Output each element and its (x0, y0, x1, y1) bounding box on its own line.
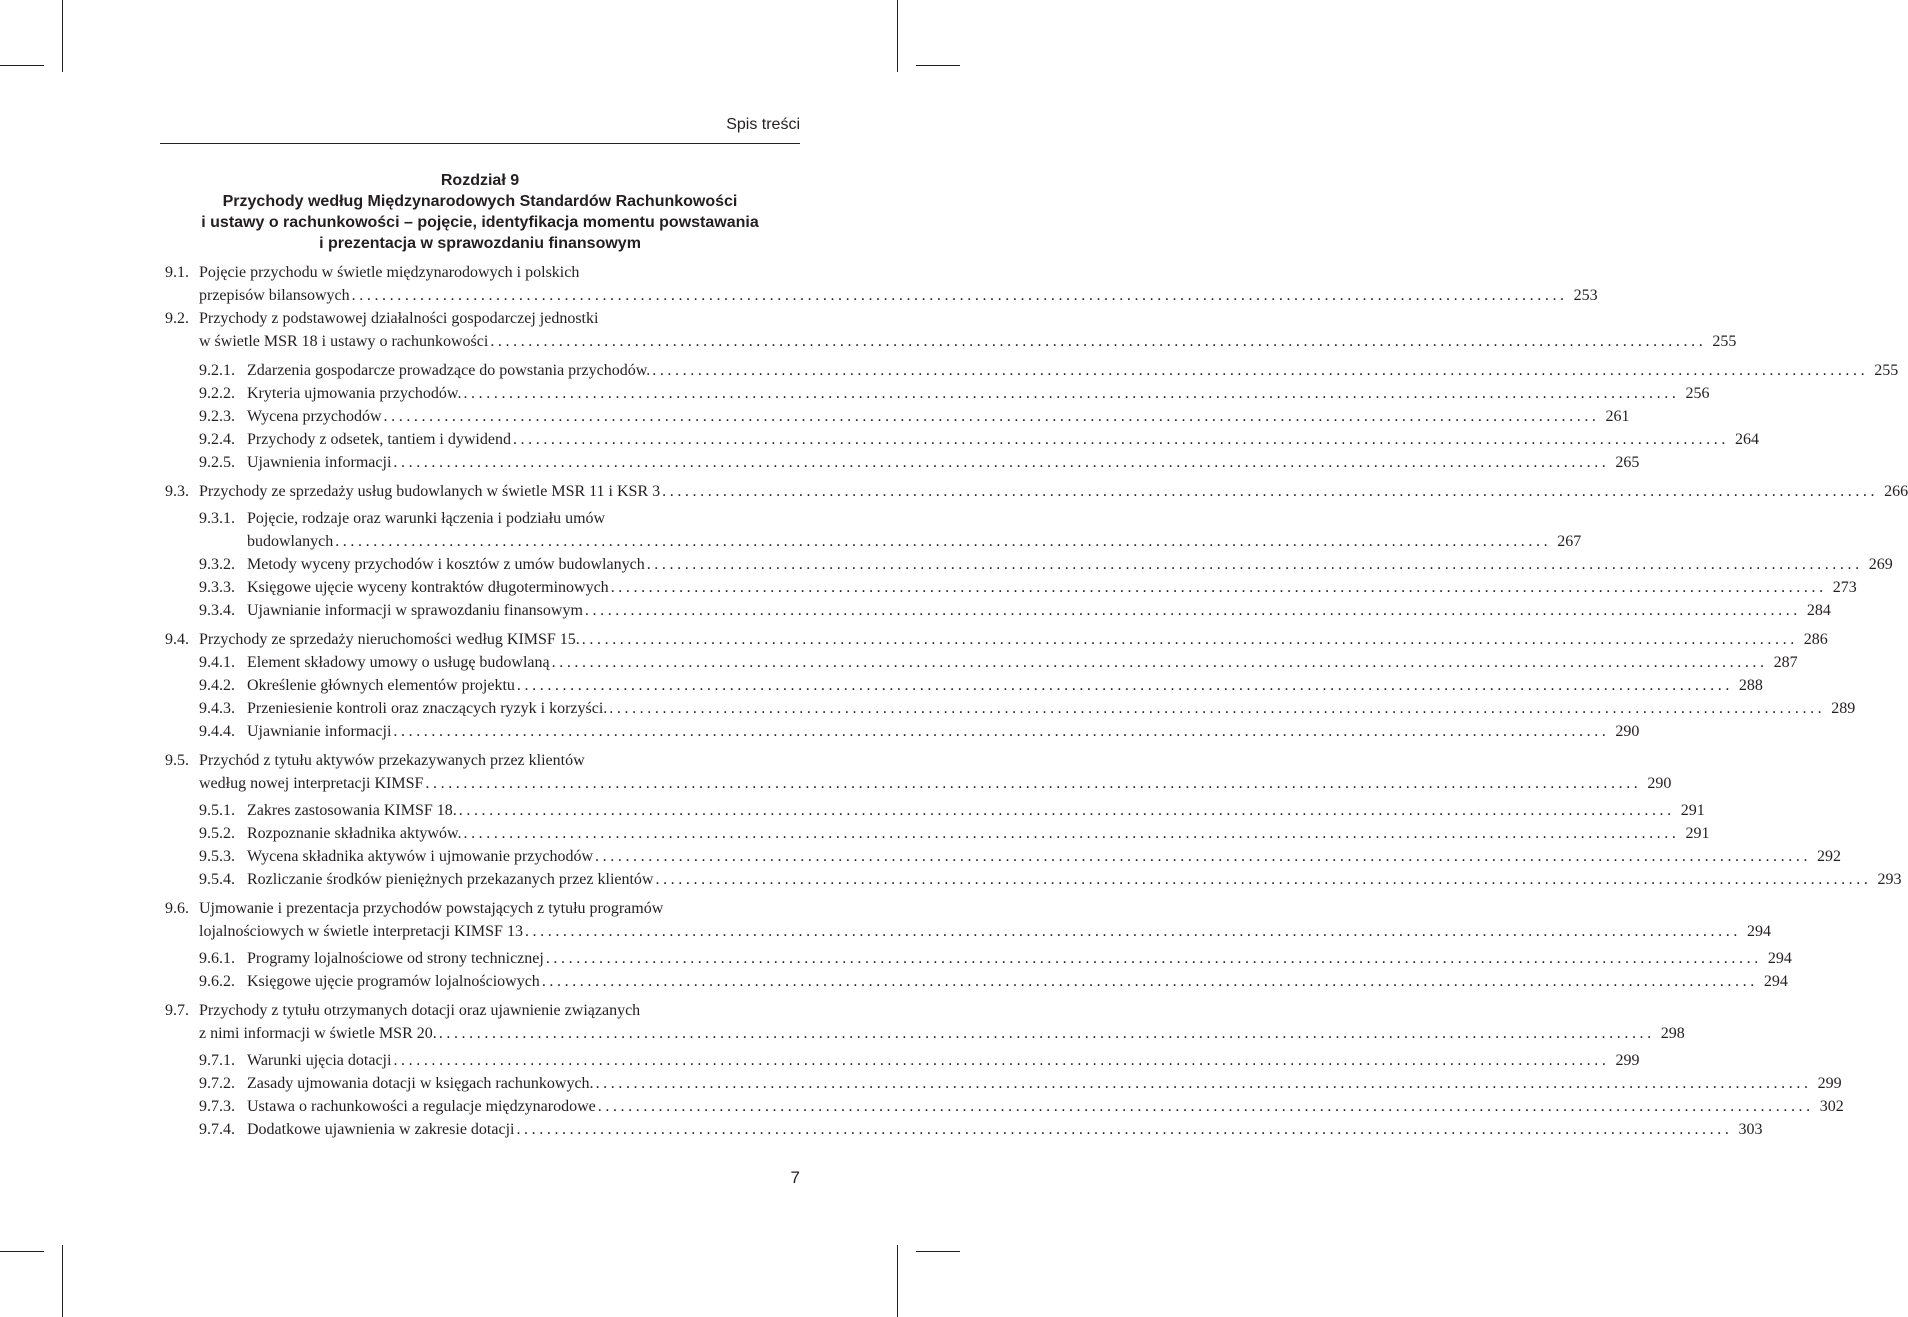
dot-leader: ................................................................................................................................................................ (383, 408, 1600, 425)
toc-page-number: 288 (1738, 677, 1763, 694)
toc-page-number: 291 (1680, 802, 1705, 819)
toc-entry-title: Warunki ujęcia dotacji (247, 1052, 392, 1069)
crop-mark (0, 1251, 44, 1252)
toc-entry (165, 1072, 1842, 1095)
toc-entry-title: w świetle MSR 18 i ustawy o rachunkowości (199, 333, 489, 350)
toc-entry-number: 9.7.2. (199, 1075, 235, 1092)
toc-page-number: 286 (1803, 631, 1828, 648)
toc-page-number: 298 (1660, 1025, 1685, 1042)
toc-entry (165, 999, 1685, 1045)
dot-leader: ................................................................................................................................................................ (652, 362, 1869, 379)
crop-mark (62, 1245, 63, 1317)
toc-entry (165, 749, 1672, 795)
dot-leader: ................................................................................................................................................................ (581, 631, 1798, 648)
toc-entry-title: Przychody z odsetek, tantiem i dywidend (247, 431, 511, 448)
toc-entry (165, 428, 1759, 451)
toc-page-number: 289 (1831, 700, 1856, 717)
toc-entry-title: Ustawa o rachunkowości a regulacje międzynarodowe (247, 1098, 596, 1115)
toc-entry-title: Wycena składnika aktywów i ujmowanie przychodów (247, 848, 594, 865)
crop-mark (897, 0, 898, 72)
crop-mark (897, 1245, 898, 1317)
toc-entry-number: 9.2. (165, 310, 189, 327)
toc-entry-number: 9.3.1. (199, 510, 235, 527)
toc-entry (165, 868, 1902, 891)
toc-page-number: 293 (1877, 871, 1902, 888)
toc-entry (165, 651, 1798, 674)
dot-leader: ................................................................................................................................................................ (463, 825, 1680, 842)
toc-page-number: 284 (1806, 602, 1831, 619)
toc-page-number: 294 (1767, 950, 1792, 967)
dot-leader: ................................................................................................................................................................ (541, 973, 1758, 990)
toc-entry-title: Kryteria ujmowania przychodów. (247, 385, 462, 402)
toc-entry (165, 845, 1842, 868)
toc-page-number: 290 (1615, 723, 1640, 740)
toc-entry-title: Księgowe ujęcie programów lojalnościowych (247, 973, 540, 990)
toc-entry-title: Element składowy umowy o usługę budowlaną (247, 654, 550, 671)
toc-entry (165, 897, 1771, 943)
chapter-heading (160, 170, 800, 254)
toc-entry-title: Zakres zastosowania KIMSF 18. (247, 802, 457, 819)
toc-entry (165, 382, 1710, 405)
dot-leader: ................................................................................................................................................................ (393, 723, 1610, 740)
toc-entry-number: 9.2.4. (199, 431, 235, 448)
dot-leader: ................................................................................................................................................................ (595, 1075, 1812, 1092)
chapter-title-line: Przychody według Międzynarodowych Standardów Rachunkowości (222, 193, 738, 210)
toc-entry (165, 359, 1899, 382)
toc-page-number: 302 (1819, 1098, 1844, 1115)
toc-entry-title: Określenie głównych elementów projektu (247, 677, 515, 694)
toc-entry (165, 553, 1893, 576)
toc-entry-title: Ujawnienia informacji (247, 454, 392, 471)
dot-leader: ................................................................................................................................................................ (609, 700, 1826, 717)
toc-entry-title: Ujawnianie informacji w sprawozdaniu finansowym (247, 602, 583, 619)
chapter-title-line: i ustawy o rachunkowości – pojęcie, identyfikacja momentu powstawania (201, 214, 759, 231)
toc-page-number: 290 (1647, 775, 1672, 792)
toc-entry-number: 9.2.3. (199, 408, 235, 425)
toc-entry-title: Ujawnianie informacji (247, 723, 392, 740)
toc-entry (165, 799, 1705, 822)
toc-entry-number: 9.4.1. (199, 654, 235, 671)
toc-entry-number: 9.7. (165, 1002, 189, 1019)
running-head: Spis treści (726, 116, 800, 133)
toc-entry-number: 9.2.5. (199, 454, 235, 471)
dot-leader: ................................................................................................................................................................ (425, 775, 1642, 792)
crop-mark (916, 1251, 960, 1252)
toc-entry-number: 9.3.3. (199, 579, 235, 596)
toc-entry (165, 599, 1831, 622)
dot-leader: ................................................................................................................................................................ (393, 1052, 1610, 1069)
toc-entry-title: Programy lojalnościowe od strony technicznej (247, 950, 544, 967)
toc-entry-number: 9.3.2. (199, 556, 235, 573)
dot-leader: ................................................................................................................................................................ (597, 1098, 1814, 1115)
toc-entry-title: Przychody ze sprzedaży nieruchomości według KIMSF 15. (199, 631, 580, 648)
toc-entry-number: 9.5.2. (199, 825, 235, 842)
toc-entry-title: Wycena przychodów (247, 408, 382, 425)
toc-page-number: 294 (1746, 923, 1771, 940)
dot-leader: ................................................................................................................................................................ (463, 385, 1680, 402)
toc-entry-number: 9.6.1. (199, 950, 235, 967)
toc-entry-number: 9.4. (165, 631, 189, 648)
toc-entry-number: 9.4.2. (199, 677, 235, 694)
toc-entry-number: 9.7.4. (199, 1121, 235, 1138)
toc-entry (165, 720, 1640, 743)
toc-entry-number: 9.6. (165, 900, 189, 917)
toc-page-number: 255 (1874, 362, 1899, 379)
toc-entry (165, 507, 1582, 553)
dot-leader: ................................................................................................................................................................ (545, 950, 1762, 967)
toc-entry (165, 261, 1598, 307)
toc-entry-title: przepisów bilansowych (199, 287, 350, 304)
toc-entry-title: lojalnościowych w świetle interpretacji KIMSF 13 (199, 923, 523, 940)
dot-leader: ................................................................................................................................................................ (335, 533, 1552, 550)
toc-entry-title: budowlanych (247, 533, 334, 550)
toc-entry (165, 1118, 1763, 1141)
toc-entry (165, 970, 1788, 993)
toc-entry-title: Księgowe ujęcie wyceny kontraktów długoterminowych (247, 579, 609, 596)
toc-entry-number: 9.5.4. (199, 871, 235, 888)
toc-entry (165, 307, 1737, 353)
toc-page-number: 255 (1712, 333, 1737, 350)
toc-entry-title: z nimi informacji w świetle MSR 20. (199, 1025, 437, 1042)
toc-page-number: 253 (1573, 287, 1598, 304)
toc-entry (165, 405, 1630, 428)
toc-entry-number: 9.2.1. (199, 362, 235, 379)
dot-leader: ................................................................................................................................................................ (524, 923, 1741, 940)
toc-entry-number: 9.5.1. (199, 802, 235, 819)
toc-entry-title: Przychody z tytułu otrzymanych dotacji oraz ujawnienie związanych (199, 1002, 641, 1019)
toc-page-number: 299 (1615, 1052, 1640, 1069)
toc-entry-number: 9.2.2. (199, 385, 235, 402)
toc-entry (165, 628, 1828, 651)
toc-page-number: 264 (1734, 431, 1759, 448)
toc-entry-number: 9.7.3. (199, 1098, 235, 1115)
dot-leader: ................................................................................................................................................................ (490, 333, 1707, 350)
toc-entry (165, 480, 1908, 503)
chapter-title-line: i prezentacja w sprawozdaniu finansowym (319, 235, 641, 252)
toc-entry-title: Dodatkowe ujawnienia w zakresie dotacji (247, 1121, 515, 1138)
toc-entry-number: 9.3.4. (199, 602, 235, 619)
dot-leader: ................................................................................................................................................................ (516, 677, 1733, 694)
chapter-label: Rozdział 9 (440, 172, 520, 189)
toc-entry (165, 822, 1710, 845)
toc-entry-number: 9.5. (165, 752, 189, 769)
toc-entry-title: Przychody z podstawowej działalności gospodarczej jednostki (199, 310, 599, 327)
toc-entry (165, 576, 1857, 599)
toc-entry-title: Pojęcie przychodu w świetle międzynarodowych i polskich (199, 264, 580, 281)
toc-entry-number: 9.1. (165, 264, 189, 281)
crop-mark (62, 0, 63, 72)
toc-page-number: 261 (1605, 408, 1630, 425)
toc-page-number: 294 (1763, 973, 1788, 990)
page-number: 7 (790, 1168, 800, 1187)
toc-entry-title: Ujmowanie i prezentacja przychodów powstających z tytułu programów (199, 900, 664, 917)
toc-entry-number: 9.5.3. (199, 848, 235, 865)
dot-leader: ................................................................................................................................................................ (655, 871, 1872, 888)
toc-entry (165, 674, 1763, 697)
dot-leader: ................................................................................................................................................................ (438, 1025, 1655, 1042)
dot-leader: ................................................................................................................................................................ (595, 848, 1812, 865)
toc-page-number: 299 (1817, 1075, 1842, 1092)
toc-page-number: 303 (1738, 1121, 1763, 1138)
crop-mark (0, 65, 44, 66)
toc-page-number: 292 (1817, 848, 1842, 865)
toc-entry (165, 1049, 1640, 1072)
toc-entry (165, 947, 1792, 970)
dot-leader: ................................................................................................................................................................ (551, 654, 1768, 671)
toc-page-number: 256 (1685, 385, 1710, 402)
toc-page-number: 287 (1773, 654, 1798, 671)
dot-leader: ................................................................................................................................................................ (512, 431, 1729, 448)
toc-entry-number: 9.3. (165, 483, 189, 500)
toc-entry (165, 1095, 1844, 1118)
dot-leader: ................................................................................................................................................................ (351, 287, 1568, 304)
toc-page-number: 269 (1868, 556, 1893, 573)
toc-entry-title: Rozpoznanie składnika aktywów. (247, 825, 462, 842)
dot-leader: ................................................................................................................................................................ (646, 556, 1863, 573)
toc-entry-title: Przychody ze sprzedaży usług budowlanych w świetle MSR 11 i KSR 3 (199, 483, 661, 500)
toc-entry (165, 451, 1640, 474)
toc-page-number: 266 (1884, 483, 1908, 500)
header-rule (160, 143, 800, 144)
toc-entry-title: Przychód z tytułu aktywów przekazywanych przez klientów (199, 752, 585, 769)
toc-entry-title: Rozliczanie środków pieniężnych przekazanych przez klientów (247, 871, 654, 888)
toc-entry-number: 9.4.3. (199, 700, 235, 717)
toc-entry-number: 9.4.4. (199, 723, 235, 740)
dot-leader: ................................................................................................................................................................ (662, 483, 1879, 500)
toc-page-number: 273 (1832, 579, 1857, 596)
dot-leader: ................................................................................................................................................................ (393, 454, 1610, 471)
toc-entry-title: Zdarzenia gospodarcze prowadzące do powstania przychodów. (247, 362, 651, 379)
toc-entry-title: Zasady ujmowania dotacji w księgach rachunkowych. (247, 1075, 594, 1092)
toc-entry-number: 9.7.1. (199, 1052, 235, 1069)
dot-leader: ................................................................................................................................................................ (610, 579, 1827, 596)
toc-entry-title: Pojęcie, rodzaje oraz warunki łączenia i podziału umów (247, 510, 606, 527)
toc-page-number: 291 (1685, 825, 1710, 842)
toc-entry-number: 9.6.2. (199, 973, 235, 990)
toc-entry-title: Metody wyceny przychodów i kosztów z umów budowlanych (247, 556, 645, 573)
toc-page-number: 267 (1557, 533, 1582, 550)
dot-leader: ................................................................................................................................................................ (458, 802, 1675, 819)
crop-mark (916, 65, 960, 66)
toc-entry-title: Przeniesienie kontroli oraz znaczących ryzyk i korzyści. (247, 700, 608, 717)
toc-page-number: 265 (1615, 454, 1640, 471)
toc-entry-title: według nowej interpretacji KIMSF (199, 775, 424, 792)
toc-entry (165, 697, 1856, 720)
dot-leader: ................................................................................................................................................................ (584, 602, 1801, 619)
table-of-contents (165, 261, 1908, 1141)
dot-leader: ................................................................................................................................................................ (516, 1121, 1733, 1138)
